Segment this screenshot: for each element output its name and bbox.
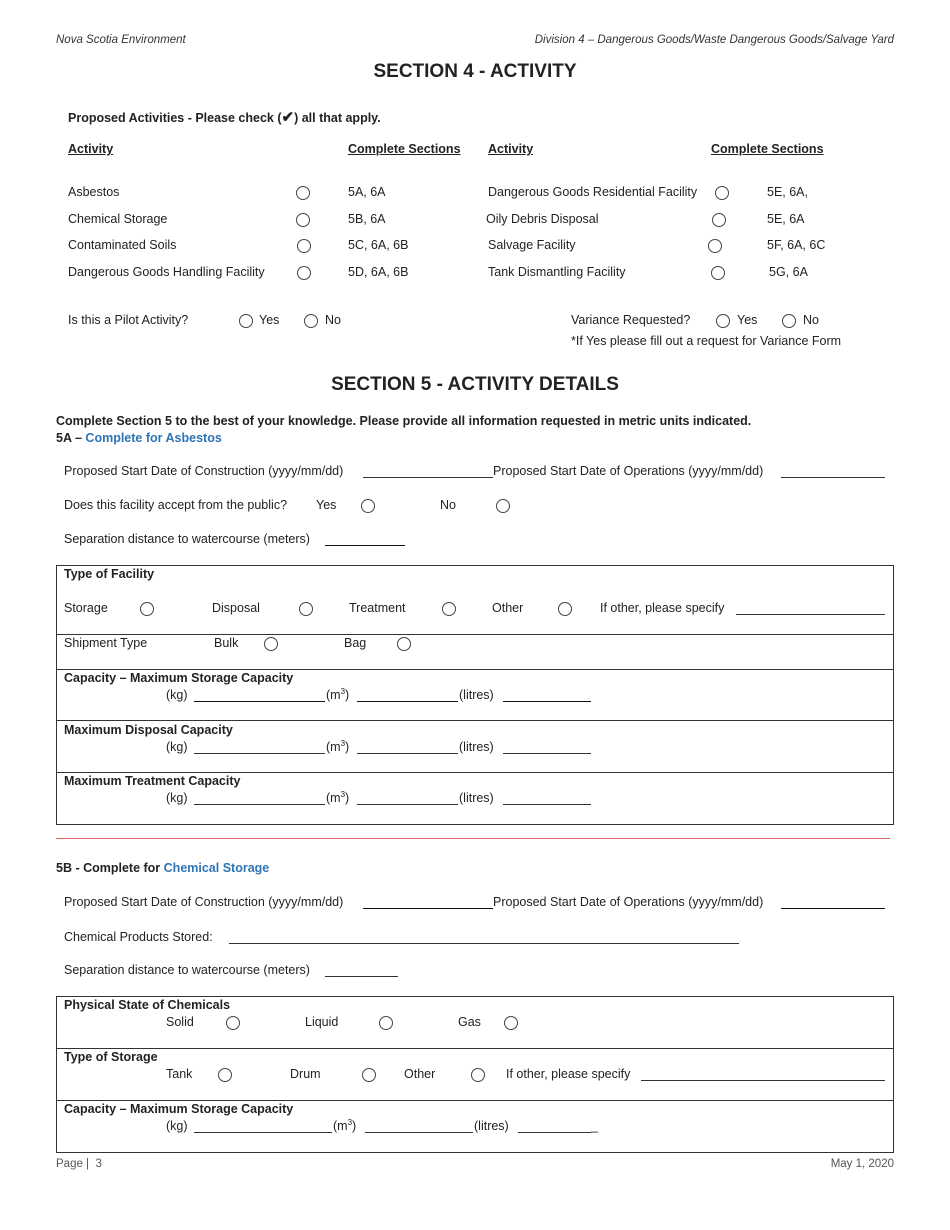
activity-salvage-radio[interactable] [708, 239, 722, 253]
5b-start-construction-field[interactable] [363, 908, 493, 909]
5a-disposal-label: Disposal [212, 601, 260, 615]
activity-name: Tank Dismantling Facility [488, 265, 626, 279]
5a-if-other-field[interactable] [736, 614, 885, 615]
5a-public-no-radio[interactable] [496, 499, 510, 513]
m3-label: $(m^3)$ [326, 686, 350, 702]
5a-cap-treatment-m3-field[interactable] [357, 804, 458, 805]
5a-cap-treatment-label: Maximum Treatment Capacity [64, 774, 241, 788]
5a-bag-radio[interactable] [397, 637, 411, 651]
section5-intro: Complete Section 5 to the best of your knowledge. Please provide all information requested in metric units indicated. [56, 414, 752, 428]
5a-storage-radio[interactable] [140, 602, 154, 616]
5b-cap-storage-m3-field[interactable] [365, 1132, 473, 1133]
5a-bulk-label: Bulk [214, 636, 239, 650]
divider [56, 772, 894, 773]
page-number: Page | 3 [56, 1158, 102, 1170]
5b-other-radio[interactable] [471, 1068, 485, 1082]
5a-cap-disposal-kg-field[interactable] [194, 753, 325, 754]
5a-other-label: Other [492, 601, 524, 615]
activity-name: Contaminated Soils [68, 238, 177, 252]
5b-separation-field[interactable] [325, 976, 398, 977]
5a-shipment-type-label: Shipment Type [64, 636, 148, 650]
5b-products-stored-label: Chemical Products Stored: [64, 930, 213, 944]
5b-liquid-radio[interactable] [379, 1016, 393, 1030]
activity-sections: 5A, 6A [348, 185, 386, 199]
5b-other-label: Other [404, 1067, 436, 1081]
5a-public-yes-radio[interactable] [361, 499, 375, 513]
activity-sections: 5C, 6A, 6B [348, 238, 409, 252]
divider [56, 669, 894, 670]
checkmark-icon: ✔ [281, 109, 295, 126]
5a-start-operations-label: Proposed Start Date of Operations (yyyy/mm/dd) [493, 464, 764, 478]
activity-sections: 5D, 6A, 6B [348, 265, 409, 279]
trailing-underscore: _ [591, 1119, 598, 1133]
5a-type-of-facility-label: Type of Facility [64, 567, 155, 581]
5b-if-other-field[interactable] [641, 1080, 885, 1081]
pilot-question: Is this a Pilot Activity? [68, 313, 189, 327]
5b-physical-state-label: Physical State of Chemicals [64, 998, 231, 1012]
5b-tank-radio[interactable] [218, 1068, 232, 1082]
pilot-yes-radio[interactable] [239, 314, 253, 328]
activity-name: Asbestos [68, 185, 120, 199]
5b-cap-storage-litres-field[interactable] [518, 1132, 591, 1133]
5a-separation-field[interactable] [325, 545, 405, 546]
activity-sections: 5E, 6A [767, 212, 805, 226]
m3-label: $(m^3)$ [326, 738, 350, 754]
activity-chemical-storage-radio[interactable] [296, 213, 310, 227]
activity-sections: 5B, 6A [348, 212, 386, 226]
5b-gas-label: Gas [458, 1015, 481, 1029]
activity-dg-residential-radio[interactable] [715, 186, 729, 200]
5a-start-operations-field[interactable] [781, 477, 885, 478]
5b-gas-radio[interactable] [504, 1016, 518, 1030]
activity-sections: 5E, 6A, [767, 185, 808, 199]
divider [56, 720, 894, 721]
section5-title: SECTION 5 - ACTIVITY DETAILS [331, 374, 619, 395]
activity-name: Dangerous Goods Residential Facility [488, 185, 698, 199]
variance-note: *If Yes please fill out a request for Variance Form [571, 334, 842, 348]
activity-name: Dangerous Goods Handling Facility [68, 265, 265, 279]
section4-instruction: Proposed Activities - Please check (✔) all that apply. [68, 109, 381, 126]
variance-question: Variance Requested? [571, 313, 691, 327]
5b-separation-label: Separation distance to watercourse (meters) [64, 963, 310, 977]
col-activity-left: Activity [68, 142, 114, 156]
section5b-heading: 5B - Complete for Chemical Storage [56, 861, 270, 875]
5b-drum-label: Drum [290, 1067, 321, 1081]
kg-label: (kg) [166, 1119, 188, 1133]
5a-separation-label: Separation distance to watercourse (meters) [64, 532, 310, 546]
pilot-no-label: No [325, 313, 341, 327]
m3-label: $(m^3)$ [326, 789, 350, 805]
kg-label: (kg) [166, 688, 188, 702]
5a-start-construction-field[interactable] [363, 477, 493, 478]
kg-label: (kg) [166, 740, 188, 754]
activity-dg-handling-radio[interactable] [297, 266, 311, 280]
section5a-heading: 5A – Complete for Asbestos [56, 431, 222, 445]
activity-name: Oily Debris Disposal [486, 212, 599, 226]
activity-oily-debris-radio[interactable] [712, 213, 726, 227]
5a-cap-storage-kg-field[interactable] [194, 701, 325, 702]
5a-public-yes-label: Yes [316, 498, 337, 512]
5b-start-operations-label: Proposed Start Date of Operations (yyyy/mm/dd) [493, 895, 764, 909]
5b-start-operations-field[interactable] [781, 908, 885, 909]
kg-label: (kg) [166, 791, 188, 805]
litres-label: (litres) [459, 688, 494, 702]
divider [56, 634, 894, 635]
5b-start-construction-label: Proposed Start Date of Construction (yyyy/mm/dd) [64, 895, 344, 909]
5a-cap-treatment-litres-field[interactable] [503, 804, 591, 805]
5a-cap-storage-litres-field[interactable] [503, 701, 591, 702]
activity-contaminated-soils-radio[interactable] [297, 239, 311, 253]
section4-title: SECTION 4 - ACTIVITY [373, 61, 577, 82]
col-sections-right: Complete Sections [711, 142, 824, 156]
5a-storage-label: Storage [64, 601, 108, 615]
header-left: Nova Scotia Environment [56, 34, 186, 46]
5b-solid-label: Solid [166, 1015, 194, 1029]
litres-label: (litres) [459, 791, 494, 805]
activity-name: Salvage Facility [488, 238, 576, 252]
activity-tank-dismantling-radio[interactable] [711, 266, 725, 280]
variance-yes-label: Yes [737, 313, 758, 327]
activity-sections: 5F, 6A, 6C [767, 238, 826, 252]
divider [56, 1048, 894, 1049]
5a-bulk-radio[interactable] [264, 637, 278, 651]
activity-asbestos-radio[interactable] [296, 186, 310, 200]
5b-cap-storage-kg-field[interactable] [194, 1132, 332, 1133]
col-sections-left: Complete Sections [348, 142, 461, 156]
5a-cap-storage-label: Capacity – Maximum Storage Capacity [64, 671, 294, 685]
variance-no-radio[interactable] [782, 314, 796, 328]
m3-label: $(m^3)$ [333, 1117, 357, 1133]
variance-yes-radio[interactable] [716, 314, 730, 328]
col-activity-right: Activity [488, 142, 534, 156]
5a-cap-disposal-label: Maximum Disposal Capacity [64, 723, 233, 737]
5a-start-construction-label: Proposed Start Date of Construction (yyyy/mm/dd) [64, 464, 344, 478]
5b-type-of-storage-label: Type of Storage [64, 1050, 158, 1064]
pilot-yes-label: Yes [259, 313, 280, 327]
divider [56, 1100, 894, 1101]
pilot-no-radio[interactable] [304, 314, 318, 328]
5b-cap-storage-label: Capacity – Maximum Storage Capacity [64, 1102, 294, 1116]
5a-public-question: Does this facility accept from the public? [64, 498, 288, 512]
5a-cap-disposal-m3-field[interactable] [357, 753, 458, 754]
variance-no-label: No [803, 313, 819, 327]
5b-if-other-label: If other, please specify [506, 1067, 631, 1081]
5a-if-other-label: If other, please specify [600, 601, 725, 615]
5b-liquid-label: Liquid [305, 1015, 339, 1029]
header-right: Division 4 – Dangerous Goods/Waste Dangerous Goods/Salvage Yard [534, 34, 894, 46]
5a-other-radio[interactable] [558, 602, 572, 616]
5a-treatment-radio[interactable] [442, 602, 456, 616]
5a-cap-disposal-litres-field[interactable] [503, 753, 591, 754]
5a-public-no-label: No [440, 498, 456, 512]
5b-tank-label: Tank [166, 1067, 193, 1081]
5a-bag-label: Bag [344, 636, 367, 650]
activity-sections: 5G, 6A [769, 265, 808, 279]
section-separator [56, 838, 890, 839]
footer-date: May 1, 2020 [830, 1158, 894, 1170]
5b-solid-radio[interactable] [226, 1016, 240, 1030]
5b-drum-radio[interactable] [362, 1068, 376, 1082]
activity-name: Chemical Storage [68, 212, 168, 226]
5b-products-stored-field[interactable] [229, 943, 739, 944]
5a-treatment-label: Treatment [349, 601, 406, 615]
5a-cap-treatment-kg-field[interactable] [194, 804, 325, 805]
5a-cap-storage-m3-field[interactable] [357, 701, 458, 702]
litres-label: (litres) [474, 1119, 509, 1133]
litres-label: (litres) [459, 740, 494, 754]
5a-disposal-radio[interactable] [299, 602, 313, 616]
